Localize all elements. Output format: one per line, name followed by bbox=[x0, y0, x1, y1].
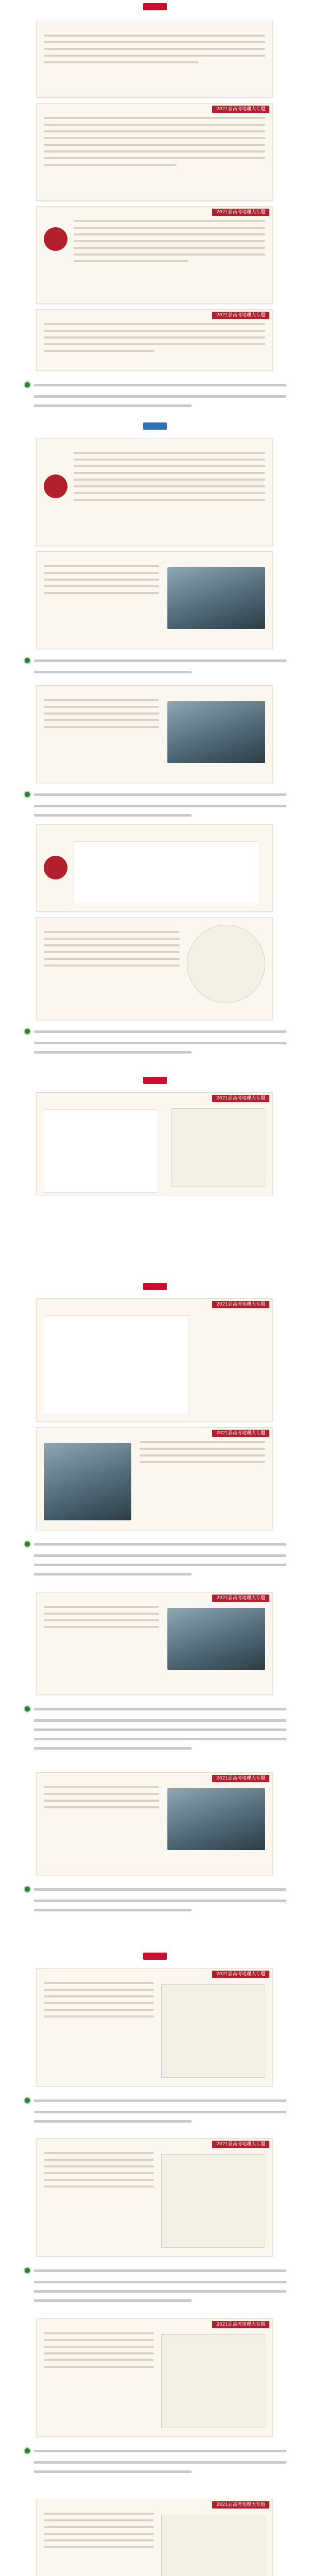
bulb-icon bbox=[24, 2267, 31, 2274]
section-badge bbox=[44, 856, 67, 879]
slide-17 bbox=[36, 2318, 273, 2437]
map-image bbox=[161, 2515, 265, 2576]
slide-tag: 2021届高考地理大专题 bbox=[212, 312, 269, 319]
slide-16 bbox=[36, 2138, 273, 2257]
slide-tag: 2021届高考地理大专题 bbox=[212, 2141, 269, 2148]
slide-18 bbox=[36, 2499, 273, 2576]
slide-tag: 2021届高考地理大专题 bbox=[212, 1775, 269, 1782]
section-banner-3 bbox=[143, 1077, 167, 1084]
bulb-icon bbox=[24, 657, 31, 664]
landscape-photo bbox=[167, 567, 265, 629]
slide-9 bbox=[36, 917, 273, 1020]
bulb-icon bbox=[24, 2447, 31, 2454]
slide-tag: 2021届高考地理大专题 bbox=[212, 1430, 269, 1437]
section-badge bbox=[44, 227, 67, 251]
section-banner-1 bbox=[143, 3, 167, 10]
slide-2 bbox=[36, 103, 273, 201]
section-banner-5 bbox=[143, 1953, 167, 1960]
slide-tag: 2021届高考地理大专题 bbox=[212, 2501, 269, 2509]
bulb-icon bbox=[24, 1886, 31, 1893]
bulb-icon bbox=[24, 2097, 31, 2104]
map-image bbox=[161, 2154, 265, 2248]
map-image bbox=[171, 1108, 265, 1187]
slide-1 bbox=[36, 21, 273, 98]
caption-block-3 bbox=[24, 791, 286, 821]
slide-6 bbox=[36, 551, 273, 649]
slide-5 bbox=[36, 438, 273, 546]
landscape-photo bbox=[167, 1608, 265, 1670]
mind-map bbox=[44, 1109, 158, 1193]
slide-13 bbox=[36, 1592, 273, 1695]
slide-tag: 2021届高考地理大专题 bbox=[212, 1095, 269, 1102]
slide-14 bbox=[36, 1772, 273, 1875]
caption-block-1 bbox=[24, 381, 286, 411]
caption-block-8 bbox=[24, 2097, 286, 2127]
caption-block-10 bbox=[24, 2447, 286, 2477]
slide-tag: 2021届高考地理大专题 bbox=[212, 1971, 269, 1978]
bulb-icon bbox=[24, 1705, 31, 1713]
slide-8 bbox=[36, 824, 273, 912]
slide-7 bbox=[36, 685, 273, 783]
caption-block-4 bbox=[24, 1028, 286, 1058]
slide-15 bbox=[36, 1968, 273, 2087]
slide-tag: 2021届高考地理大专题 bbox=[212, 1595, 269, 1602]
slide-tag: 2021届高考地理大专题 bbox=[212, 106, 269, 113]
caption-block-9 bbox=[24, 2267, 286, 2306]
map-image bbox=[161, 1984, 265, 2078]
mind-map bbox=[44, 1315, 189, 1414]
section-badge bbox=[44, 474, 67, 498]
slide-12 bbox=[36, 1427, 273, 1530]
section-banner-2 bbox=[143, 422, 167, 430]
circular-diagram bbox=[187, 925, 265, 1003]
caption-block-2 bbox=[24, 657, 286, 677]
slide-3 bbox=[36, 206, 273, 304]
map-image bbox=[161, 2334, 265, 2428]
slide-11 bbox=[36, 1298, 273, 1422]
slide-10 bbox=[36, 1092, 273, 1195]
caption-block-6 bbox=[24, 1705, 286, 1754]
slide-4 bbox=[36, 309, 273, 371]
landscape-photo bbox=[167, 701, 265, 763]
landscape-photo bbox=[44, 1443, 131, 1520]
caption-block-5 bbox=[24, 1540, 286, 1580]
caption-block-7 bbox=[24, 1886, 286, 1916]
bulb-icon bbox=[24, 1540, 31, 1548]
landscape-photo bbox=[167, 1788, 265, 1850]
section-banner-4 bbox=[143, 1283, 167, 1290]
slide-tag: 2021届高考地理大专题 bbox=[212, 1301, 269, 1308]
bulb-icon bbox=[24, 791, 31, 798]
slide-tag: 2021届高考地理大专题 bbox=[212, 209, 269, 216]
slide-tag: 2021届高考地理大专题 bbox=[212, 2321, 269, 2328]
diagram bbox=[74, 841, 260, 904]
bulb-icon bbox=[24, 381, 31, 388]
bulb-icon bbox=[24, 1028, 31, 1035]
